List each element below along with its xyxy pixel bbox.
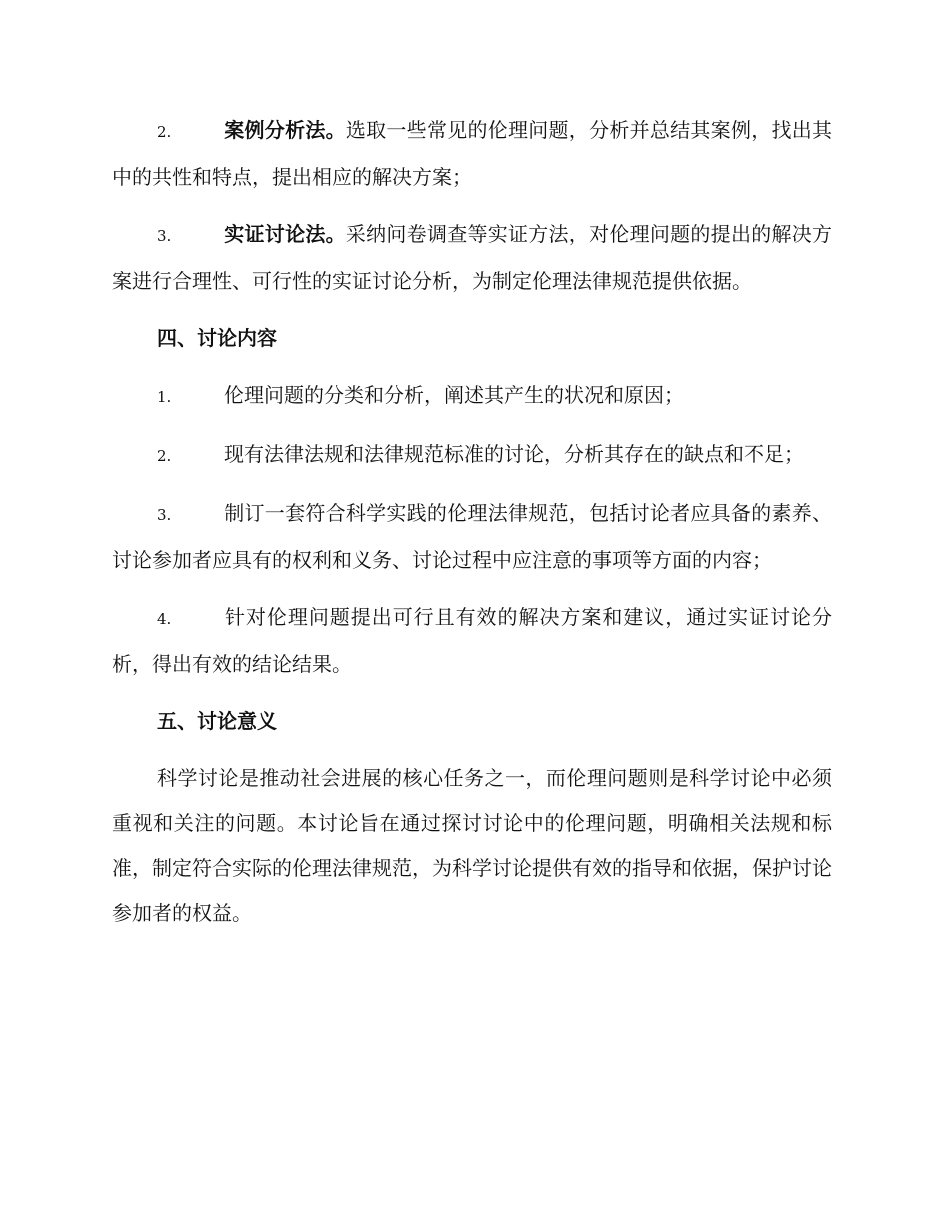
content-item-text: 制订一套符合科学实践的伦理法律规范，包括讨论者应具备的素养、讨论参加者应具有的权利和义务、讨论过程中应注意的事项等方面的内容； xyxy=(112,501,832,572)
document-page xyxy=(112,108,832,948)
content-item-text: 伦理问题的分类和分析，阐述其产生的状况和原因； xyxy=(224,383,684,407)
section-heading-significance: 五、讨论意义 xyxy=(157,709,277,733)
list-number: 3. xyxy=(157,506,172,524)
list-number: 4. xyxy=(157,610,172,628)
content-item-1 xyxy=(112,373,832,420)
list-number: 3. xyxy=(157,227,172,245)
list-number: 2. xyxy=(157,447,172,465)
list-number: 1. xyxy=(157,388,172,406)
content-item-3 xyxy=(112,491,832,583)
method-item-empirical xyxy=(112,212,832,304)
method-item-lead: 案例分析法。 xyxy=(224,118,346,142)
method-item-text: 选取一些常见的伦理问题，分析并总结其案例，找出其中的共性和特点，提出相应的解决方案； xyxy=(112,118,833,189)
list-number: 2. xyxy=(157,123,172,141)
method-item-case-analysis xyxy=(112,108,832,200)
section-heading-discussion-content: 四、讨论内容 xyxy=(157,326,277,350)
content-item-2 xyxy=(112,432,832,479)
significance-paragraph: 科学讨论是推动社会进展的核心任务之一，而伦理问题则是科学讨论中必须重视和关注的问题。本讨论旨在通过探讨讨论中的伦理问题，明确相关法规和标准，制定符合实际的伦理法律规范，为科学讨论提供有效的指导和依据，保护讨论参加者的权益。 xyxy=(112,766,832,925)
method-item-lead: 实证讨论法。 xyxy=(224,222,346,246)
content-item-text: 现有法律法规和法律规范标准的讨论，分析其存在的缺点和不足； xyxy=(224,442,804,466)
content-item-text: 针对伦理问题提出可行且有效的解决方案和建议，通过实证讨论分析，得出有效的结论结果。 xyxy=(112,605,832,676)
method-item-text: 采纳问卷调查等实证方法，对伦理问题的提出的解决方案进行合理性、可行性的实证讨论分析，为制定伦理法律规范提供依据。 xyxy=(112,222,833,293)
content-item-4 xyxy=(112,595,832,687)
